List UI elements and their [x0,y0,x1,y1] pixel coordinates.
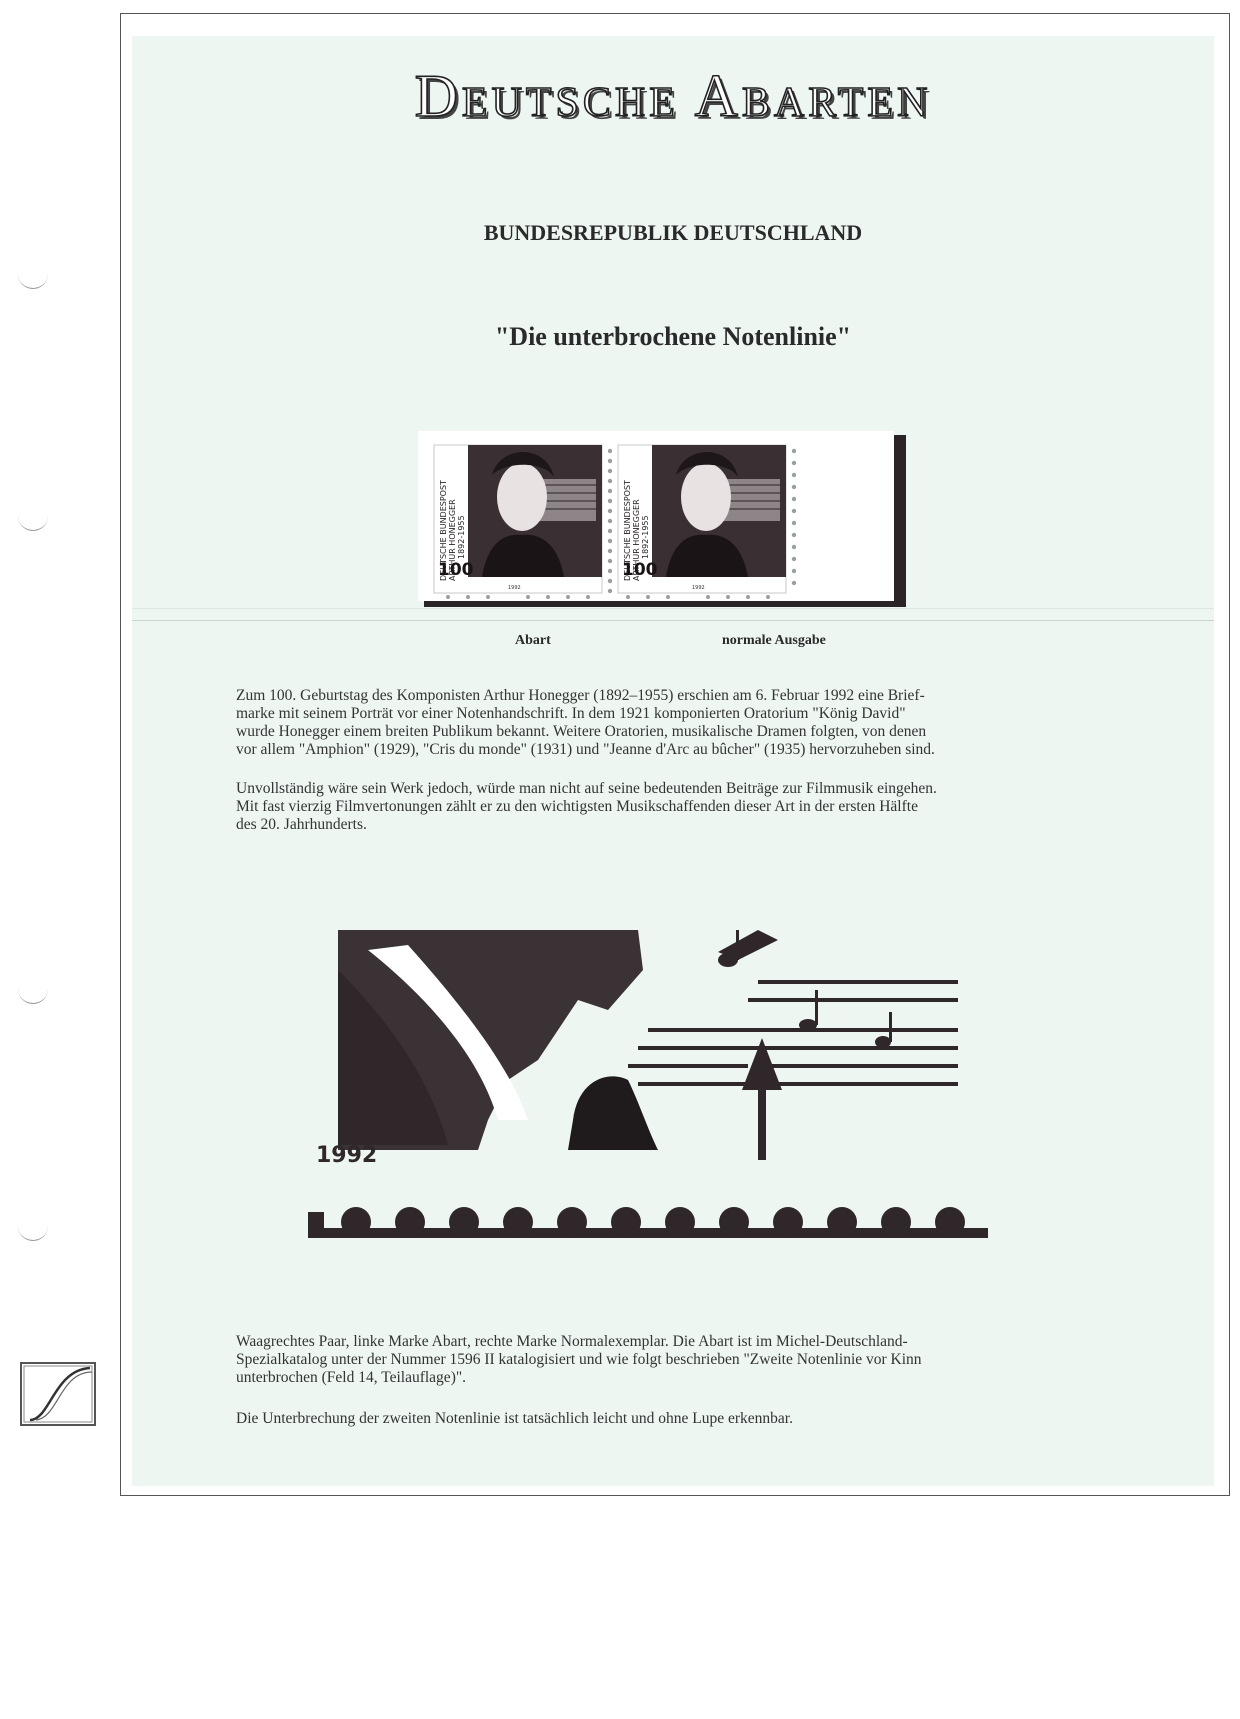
body-paragraph-1 [236,687,1096,759]
binder-hole [18,983,48,1004]
detail-year-label: 1992 [316,1143,378,1168]
perforation-column [608,449,612,593]
stamp-pair [418,431,906,607]
paragraph-line: Mit fast vierzig Filmvertonungen zählt er zu den wichtigsten Musikschaffenden dieser Art in der ersten Hälfte [236,798,918,815]
country-heading: BUNDESREPUBLIK DEUTSCHLAND [483,220,863,245]
body-paragraph-2 [236,780,1096,834]
album-sheet [132,36,1214,1486]
variety-subtitle: "Die unterbrochene Notenlinie" [494,322,852,351]
body-paragraph-4 [236,1410,1096,1428]
portrait-face [681,463,731,531]
paragraph-line: wurde Honegger einem breiten Publikum bekannt. Weitere Oratorien, musikalische Dramen folgten, von denen [236,723,927,740]
stamp-left-country-line: DEUTSCHE BUNDESPOST [439,480,448,581]
stamp-right-person-line: ARTHUR HONEGGER [632,499,641,581]
paragraph-line: des 20. Jahrhunderts. [236,816,367,833]
stamp-right-year: 1992 [692,585,705,591]
portrait-face [497,463,547,531]
body-paragraph-3 [236,1333,1096,1387]
stamp-right-value: 100 [622,560,658,580]
mount-strip-edge [132,608,1214,609]
stamp-left-person-line: ARTHUR HONEGGER [448,499,457,581]
mount-strip-edge [132,620,1214,621]
binder-hole [18,268,48,289]
publisher-logo-icon [20,1362,98,1428]
variety-detail-enlargement [316,930,988,1258]
stamp-right-normal [618,445,786,593]
paragraph-line: marke mit seinem Porträt vor einer Notenhandschrift. In dem 1921 komponierten Oratorium "König David" [236,705,906,722]
paragraph-line: Unvollständig wäre sein Werk jedoch, würde man nicht auf seine bedeutenden Beiträge zur Filmmusik eingehen. [236,780,937,797]
stamp-right-country-line: DEUTSCHE BUNDESPOST [623,480,632,581]
paragraph-line: unterbrochen (Feld 14, Teilauflage)". [236,1369,467,1386]
paragraph-line: Spezialkatalog unter der Nummer 1596 II katalogisiert und wie folgt beschrieben "Zweite Notenlinie vor Kinn [236,1351,922,1368]
stamp-left-year: 1992 [508,585,521,591]
stamp-left-value: 100 [438,560,474,580]
detail-chin [568,1076,658,1150]
stamp-left-years-line: 1892-1955 [457,515,466,559]
page-title: Deutsche Abarten [414,63,932,129]
detail-staff-lines [628,982,958,1084]
stamp-right-years-line: 1892-1955 [641,515,650,559]
caption-normal: normale Ausgabe [722,633,826,648]
binder-hole [18,510,48,531]
paragraph-line: vor allem "Amphion" (1929), "Cris du monde" (1931) und "Jeanne d'Arc au bûcher" (1935) hervorzuheben sind. [236,741,935,758]
binder-hole [18,1220,48,1241]
stamp-left-abart [434,445,602,593]
paragraph-line: Die Unterbrechung der zweiten Notenlinie ist tatsächlich leicht und ohne Lupe erkennbar. [236,1410,793,1427]
paragraph-line: Zum 100. Geburtstag des Komponisten Arthur Honegger (1892–1955) erschien am 6. Februar 1992 eine Brief- [236,687,925,704]
paragraph-line: Waagrechtes Paar, linke Marke Abart, rechte Marke Normalexemplar. Die Abart ist im Michel-Deutschland- [236,1333,908,1350]
caption-abart: Abart [515,633,551,648]
arrow-icon [742,1038,782,1160]
